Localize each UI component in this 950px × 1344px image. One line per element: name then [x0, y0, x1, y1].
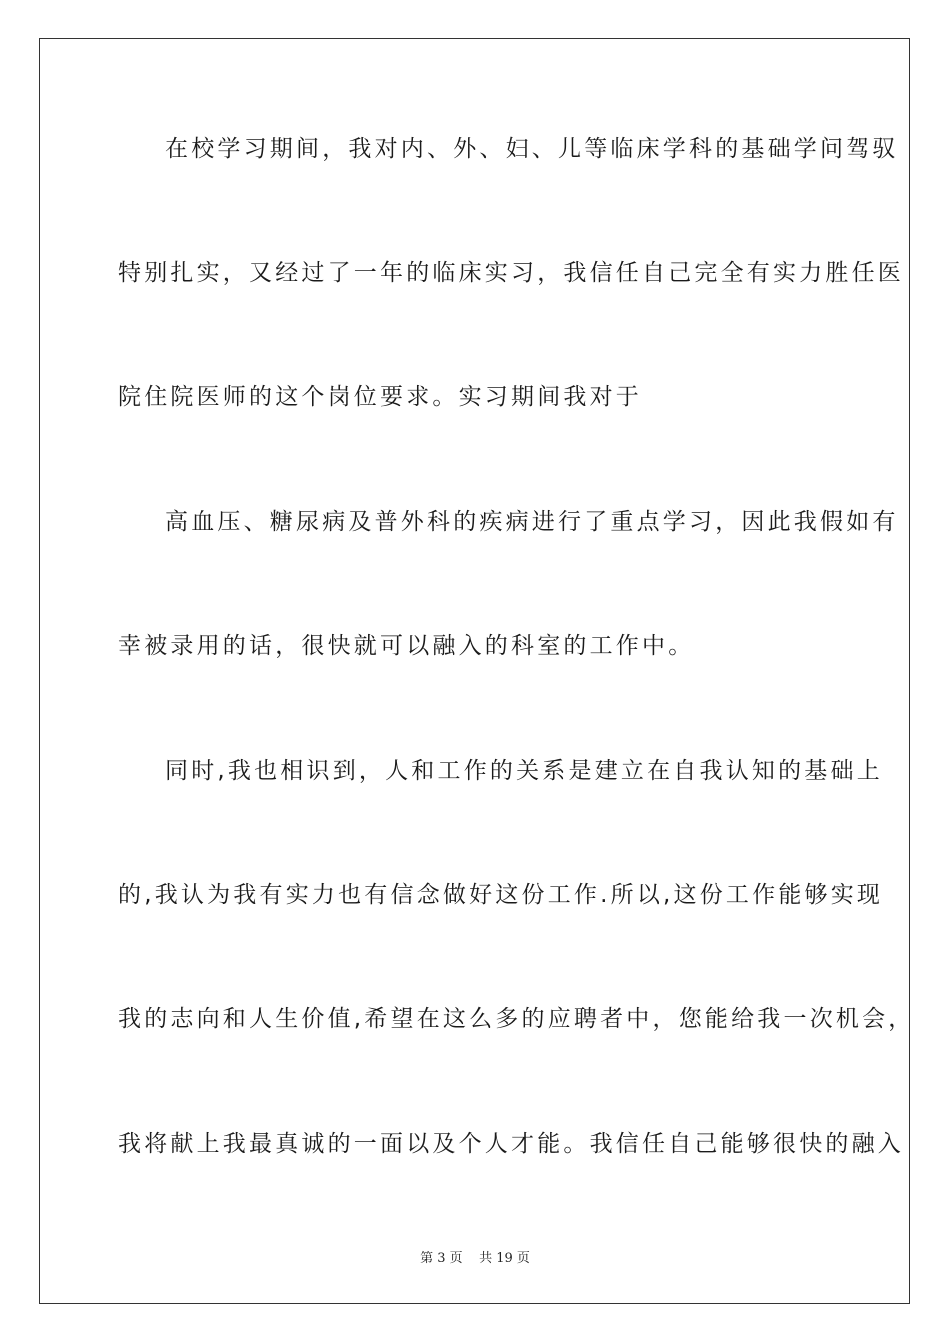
- page-number-label: 第 3 页 共 19 页: [420, 1251, 530, 1266]
- text-line-3: 院住院医师的这个岗位要求。实习期间我对于: [118, 384, 642, 410]
- text-line-4: 高血压、糖尿病及普外科的疾病进行了重点学习，因此我假如有: [165, 509, 899, 535]
- text-line-6: 同时,我也相识到，人和工作的关系是建立在自我认知的基础上: [165, 758, 883, 784]
- text-line-7: 的,我认为我有实力也有信念做好这份工作.所以,这份工作能够实现: [118, 882, 884, 908]
- text-line-1: 在校学习期间，我对内、外、妇、儿等临床学科的基础学问驾驭: [165, 136, 899, 162]
- page-frame: [39, 38, 910, 1304]
- text-line-9: 我将献上我最真诚的一面以及个人才能。我信任自己能够很快的融入: [118, 1131, 904, 1157]
- page-footer: [0, 1247, 950, 1266]
- text-line-8: 我的志向和人生价值,希望在这么多的应聘者中，您能给我一次机会，: [118, 1006, 915, 1032]
- text-line-2: 特别扎实，又经过了一年的临床实习，我信任自己完全有实力胜任医: [118, 260, 904, 286]
- text-line-5: 幸被录用的话，很快就可以融入的科室的工作中。: [118, 633, 695, 659]
